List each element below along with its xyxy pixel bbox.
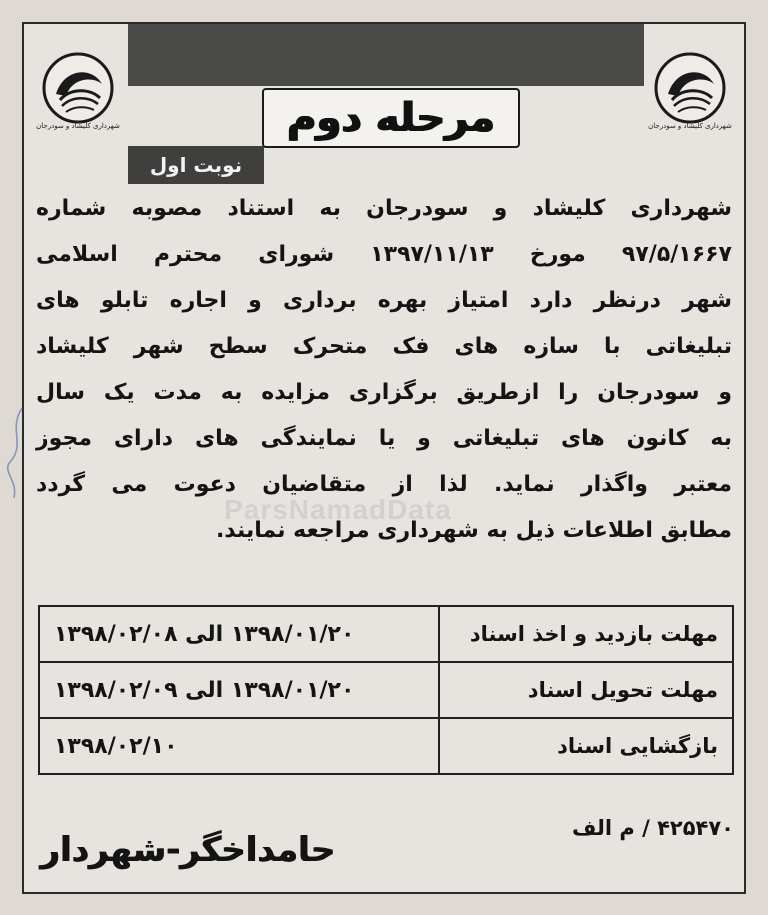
svg-text:شهرداری کلیشاد و سودرجان: شهرداری کلیشاد و سودرجان [648,122,732,130]
body-line: مطابق اطلاعات ذیل به شهرداری مراجعه نمایند. [215,518,732,543]
body-line: ۹۷/۵/۱۶۶۷ مورخ ۱۳۹۷/۱۱/۱۳ شورای محترم اسلامی [36,242,732,267]
table-row [39,718,733,774]
body-line: تبلیغاتی با سازه های فک متحرک سطح شهر کلیشاد [36,334,732,359]
watermark: ParsNamadData [224,494,452,525]
municipality-logo-icon [36,48,120,132]
body-line: شهرداری کلیشاد و سودرجان به استناد مصوبه شماره [36,196,732,221]
header-band [128,24,644,86]
schedule-label: بازگشایی اسناد [439,718,733,774]
mayor-signature: حامداخگر-شهردار [40,830,335,870]
table-row [39,662,733,718]
schedule-value: ۱۳۹۸/۰۱/۲۰ الی ۱۳۹۸/۰۲/۰۹ [39,662,439,718]
schedule-table [38,605,734,775]
municipality-logo-icon [648,48,732,132]
body-line: معتبر واگذار نماید. لذا از متقاضیان دعوت می گردد [36,472,732,497]
body-line: شهر درنظر دارد امتیاز بهره برداری و اجاره تابلو های [36,288,732,313]
title-box [262,88,520,148]
body-line: و سودرجان را ازطریق برگزاری مزایده به مدت یک سال [36,380,732,405]
table-row [39,606,733,662]
schedule-value: ۱۳۹۸/۰۲/۱۰ [39,718,439,774]
body-line: به کانون های تبلیغاتی و یا نمایندگی های دارای مجوز [36,426,732,451]
pen-scribble [0,400,30,520]
svg-text:شهرداری کلیشاد و سودرجان: شهرداری کلیشاد و سودرجان [36,122,120,130]
schedule-label: مهلت تحویل اسناد [439,662,733,718]
schedule-value: ۱۳۹۸/۰۱/۲۰ الی ۱۳۹۸/۰۲/۰۸ [39,606,439,662]
round-label: نوبت اول [128,146,264,184]
notice-body [36,186,732,554]
notice-frame [22,22,746,894]
schedule-label: مهلت بازدید و اخذ اسناد [439,606,733,662]
notice-code: ۴۲۵۴۷۰ / م الف [572,816,734,840]
notice-title: مرحله دوم [287,95,495,141]
